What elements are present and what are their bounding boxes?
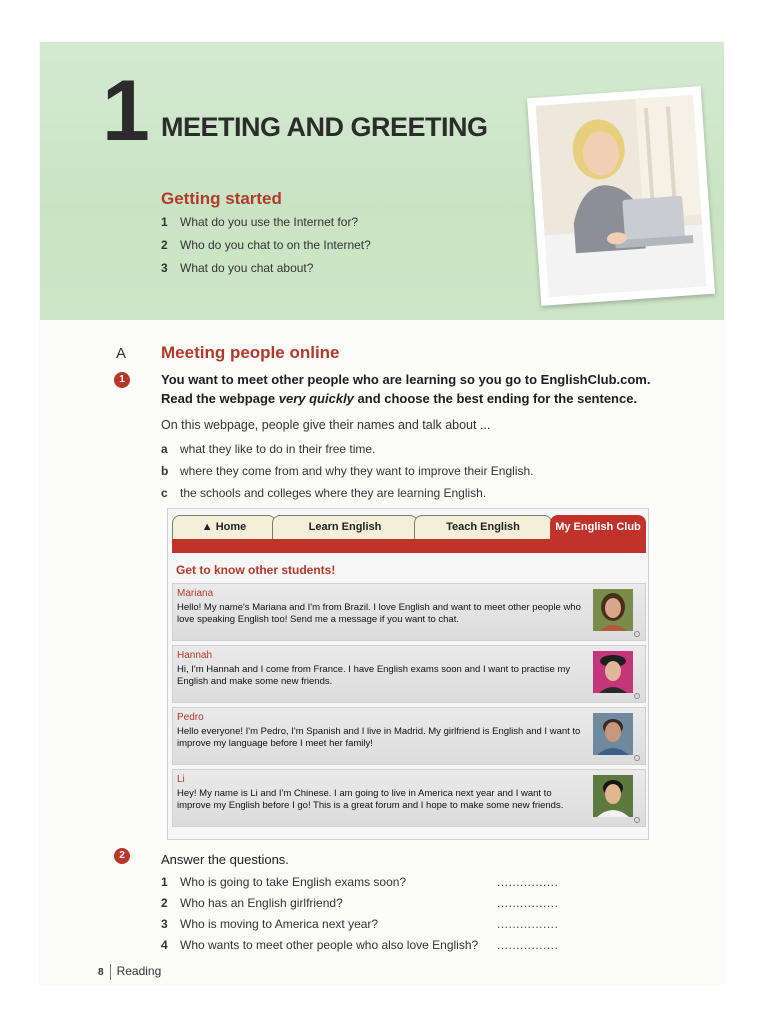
getting-started-heading: Getting started bbox=[161, 189, 282, 208]
tab-my-english-club[interactable]: My English Club bbox=[550, 515, 646, 539]
chapter-number: 1 bbox=[102, 63, 148, 159]
exercise-2-badge: 2 bbox=[114, 848, 130, 864]
list-item: 1 Who is going to take English exams soon? ................ bbox=[161, 875, 559, 889]
woman-with-laptop-photo bbox=[527, 86, 715, 306]
photo-illustration bbox=[535, 95, 706, 298]
tab-teach-english[interactable]: Teach English bbox=[414, 515, 552, 539]
post-author[interactable]: Li bbox=[177, 774, 185, 785]
answer-blank[interactable]: ................ bbox=[497, 938, 559, 952]
post-options-icon[interactable] bbox=[634, 631, 640, 637]
forum-post bbox=[172, 583, 646, 641]
forum-post bbox=[172, 769, 646, 827]
exercise-1-stem: On this webpage, people give their names and talk about ... bbox=[161, 418, 491, 432]
forum-post bbox=[172, 707, 646, 765]
exercise-1-instruction-line-1: You want to meet other people who are learning so you go to EnglishClub.com. bbox=[161, 372, 651, 387]
webpage-heading: Get to know other students! bbox=[176, 563, 336, 577]
post-options-icon[interactable] bbox=[634, 755, 640, 761]
post-options-icon[interactable] bbox=[634, 817, 640, 823]
post-author[interactable]: Hannah bbox=[177, 650, 213, 661]
list-item: 4 Who wants to meet other people who also love English? ................ bbox=[161, 938, 559, 952]
post-text: Hey! My name is Li and I'm Chinese. I am going to live in America next year and I want to improve my English before I go! This is a great forum and I hope to make some new friends. bbox=[177, 788, 564, 811]
post-author[interactable]: Mariana bbox=[177, 588, 214, 599]
post-text: Hi, I'm Hannah and I come from France. I have English exams soon and I want to practise my English and make some new friends. bbox=[177, 664, 571, 687]
exercise-2-questions bbox=[161, 875, 563, 959]
answer-blank[interactable]: ................ bbox=[497, 875, 559, 889]
post-options-icon[interactable] bbox=[634, 693, 640, 699]
exercise-1-badge: 1 bbox=[114, 372, 130, 388]
avatar[interactable] bbox=[593, 589, 633, 631]
list-item: 3 What do you chat about? bbox=[161, 261, 314, 275]
englishclub-webpage-mockup bbox=[167, 508, 649, 840]
avatar[interactable] bbox=[593, 651, 633, 693]
tab-learn-english[interactable]: Learn English bbox=[272, 515, 418, 539]
avatar[interactable] bbox=[593, 775, 633, 817]
list-item: b where they come from and why they want to improve their English. bbox=[161, 464, 534, 478]
forum-post bbox=[172, 645, 646, 703]
post-text: Hello everyone! I'm Pedro, I'm Spanish and I live in Madrid. My girlfriend is English and I want to improve my language before I meet her family! bbox=[177, 726, 581, 749]
exercise-2-instruction: Answer the questions. bbox=[161, 852, 289, 867]
answer-blank[interactable]: ................ bbox=[497, 917, 559, 931]
section-heading: Meeting people online bbox=[161, 343, 340, 362]
webpage-nav-bar bbox=[172, 539, 646, 553]
house-icon: ▲ bbox=[201, 521, 213, 533]
post-text: Hello! My name's Mariana and I'm from Brazil. I love English and want to meet other people who love speaking English too! Send me a message if you want to chat. bbox=[177, 602, 581, 625]
page-footer bbox=[98, 964, 161, 980]
webpage-tab-bar bbox=[172, 515, 646, 539]
textbook-page bbox=[40, 42, 724, 984]
list-item: 3 Who is moving to America next year? ................ bbox=[161, 917, 559, 931]
list-item: 2 Who has an English girlfriend? ................ bbox=[161, 896, 559, 910]
footer-divider bbox=[110, 964, 111, 980]
list-item: 2 Who do you chat to on the Internet? bbox=[161, 238, 371, 252]
list-item: c the schools and colleges where they are learning English. bbox=[161, 486, 487, 500]
list-item: 1 What do you use the Internet for? bbox=[161, 215, 359, 229]
exercise-1-instruction-line-2: Read the webpage very quickly and choose the best ending for the sentence. bbox=[161, 391, 638, 406]
exercise-1-options bbox=[161, 442, 534, 508]
page-number: 8 bbox=[98, 967, 104, 979]
list-item: a what they like to do in their free time. bbox=[161, 442, 376, 456]
footer-section: Reading bbox=[116, 964, 162, 979]
avatar[interactable] bbox=[593, 713, 633, 755]
section-letter: A bbox=[116, 345, 127, 362]
post-author[interactable]: Pedro bbox=[177, 712, 204, 723]
answer-blank[interactable]: ................ bbox=[497, 896, 559, 910]
getting-started-list bbox=[161, 215, 371, 284]
tab-home[interactable]: ▲ Home bbox=[172, 515, 276, 539]
chapter-title: MEETING AND GREETING bbox=[161, 112, 488, 142]
